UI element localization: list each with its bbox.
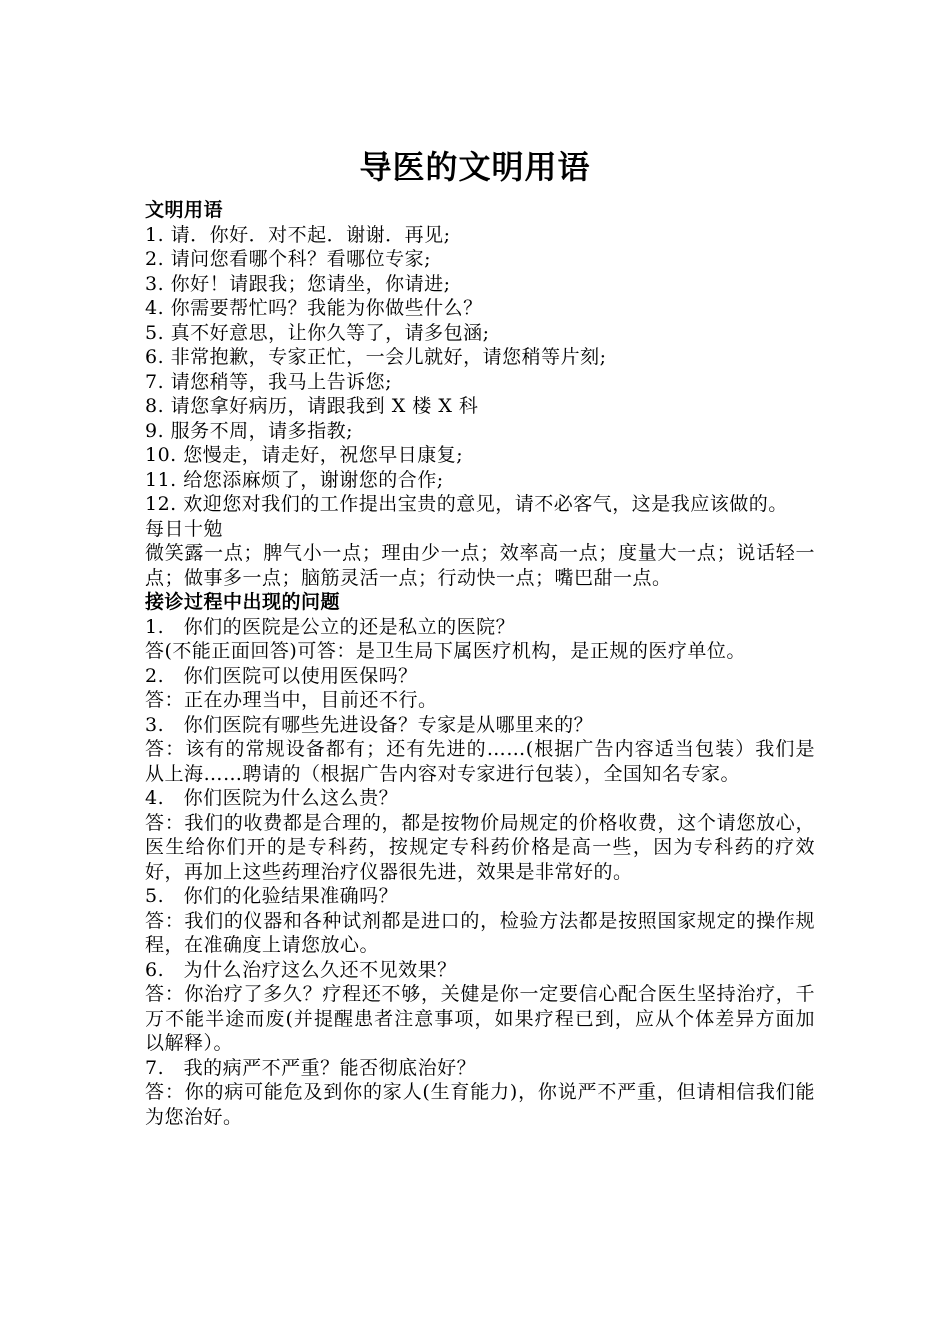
answer: 答：你的病可能危及到你的家人(生育能力)，你说严不严重，但请相信我们能为您治好。 (145, 1081, 815, 1128)
question: 6. 为什么治疗这么久还不见效果？ (145, 958, 457, 981)
motto-text: 微笑露一点；脾气小一点；理由少一点；效率高一点；度量大一点；说话轻一点；做事多一点；脑筋灵活一点；行动快一点；嘴巴甜一点。 (145, 542, 815, 589)
list-item: 5. 真不好意思，让你久等了，请多包涵; (145, 321, 490, 344)
question: 3. 你们医院有哪些先进设备？专家是从哪里来的？ (145, 713, 594, 736)
list-item: 6. 非常抱歉，专家正忙，一会儿就好，请您稍等片刻; (145, 346, 607, 368)
question: 5. 你们的化验结果准确吗？ (145, 885, 399, 907)
list-item: 7. 请您稍等，我马上告诉您; (145, 370, 393, 393)
answer: 答：你治疗了多久？疗程还不够，关健是你一定要信心配合医生坚持治疗，千万不能半途而废(并提醒患者注意事项，如果疗程已到，应从个体差异方面加以解释）。 (145, 983, 815, 1054)
answer: 答：我们的仪器和各种试剂都是进口的，检验方法都是按照国家规定的操作规程，在准确度上请您放心。 (145, 909, 815, 956)
section-heading-reception-issues: 接诊过程中出现的问题 (145, 591, 341, 613)
answer: 答：正在办理当中，目前还不行。 (145, 689, 438, 711)
document-body (145, 198, 815, 1129)
list-item: 2. 请问您看哪个科？看哪位专家; (145, 248, 432, 270)
list-item: 10. 您慢走，请走好，祝您早日康复; (145, 444, 464, 466)
document-title: 导医的文明用语 (359, 148, 591, 186)
list-item: 1. 请．你好．对不起．谢谢．再见; (145, 223, 451, 246)
question: 2. 你们医院可以使用医保吗？ (145, 664, 418, 687)
section-heading-courtesy: 文明用语 (145, 199, 224, 221)
list-item: 12. 欢迎您对我们的工作提出宝贵的意见，请不必客气，这是我应该做的。 (145, 493, 788, 515)
list-item: 3. 你好！请跟我；您请坐，你请进; (145, 272, 451, 295)
answer: 答：该有的常规设备都有；还有先进的……(根据广告内容适当包装）我们是从上海……聘请的（根据广告内容对专家进行包装），全国知名专家。 (145, 738, 815, 785)
question: 4. 你们医院为什么这么贵？ (145, 787, 399, 809)
list-item: 9. 服务不周，请多指教; (145, 419, 354, 442)
question: 1. 你们的医院是公立的还是私立的医院？ (145, 615, 516, 638)
list-item: 8. 请您拿好病历，请跟我到 X 楼 X 科 (145, 395, 479, 417)
motto-title: 每日十勉 (145, 517, 224, 540)
answer: 答：我们的收费都是合理的，都是按物价局规定的价格收费，这个请您放心，医生给你们开的是专科药，按规定专科药价格是高一些，因为专科药的疗效好，再加上这些药理治疗仪器很先进，效果是非常好的。 (145, 811, 815, 883)
answer: 答(不能正面回答)可答：是卫生局下属医疗机构，是正规的医疗单位。 (145, 640, 746, 662)
question: 7. 我的病严不严重？能否彻底治好？ (145, 1056, 477, 1079)
list-item: 4. 你需要帮忙吗？我能为你做些什么？ (145, 297, 483, 319)
list-item: 11. 给您添麻烦了，谢谢您的合作; (145, 468, 444, 491)
